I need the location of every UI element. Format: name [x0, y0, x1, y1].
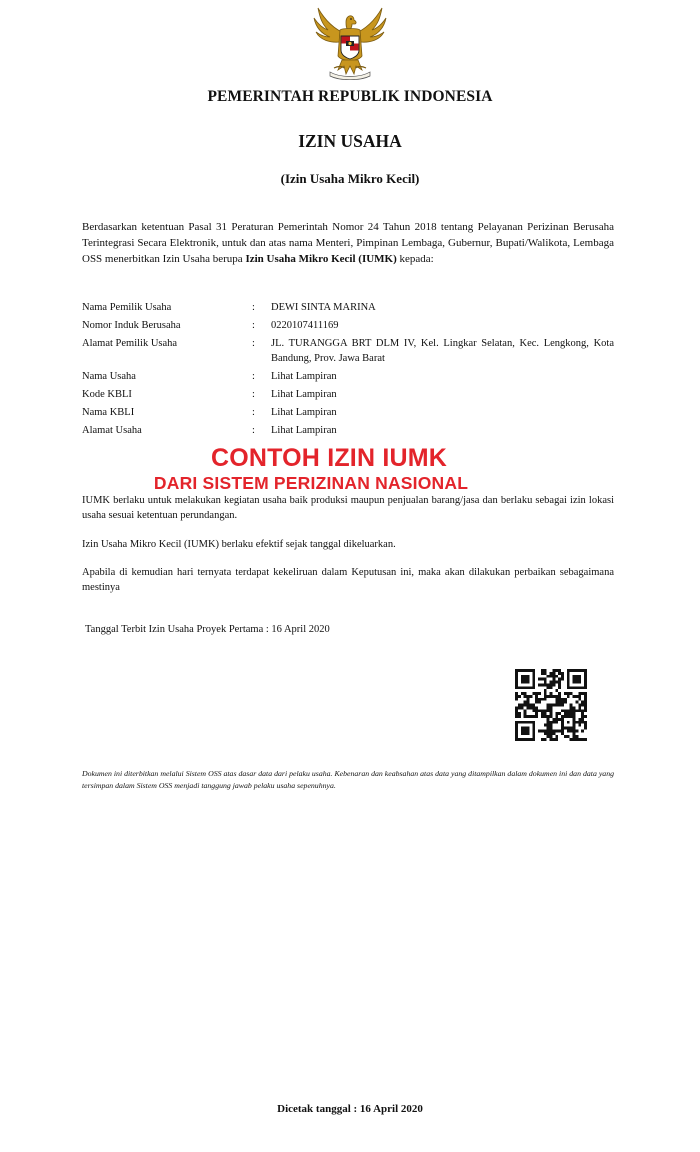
field-label: Kode KBLI — [82, 389, 132, 400]
field-row-business-address — [82, 423, 614, 438]
intro-paragraph — [82, 219, 614, 267]
field-colon: : — [252, 389, 255, 400]
field-label: Alamat Pemilik Usaha — [82, 338, 178, 349]
correction-paragraph: Apabila di kemudian hari ternyata terdapat kekeliruan dalam Keputusan ini, maka akan dilakukan perbaikan sebagaimana mestinya — [82, 567, 614, 593]
garuda-emblem-icon — [308, 4, 392, 80]
watermark-line-1: CONTOH IZIN IUMK — [210, 444, 448, 472]
field-value: 0220107411169 — [271, 320, 339, 331]
field-colon: : — [252, 320, 255, 331]
field-value: Lihat Lampiran — [271, 371, 337, 382]
qr-code-icon — [515, 669, 587, 741]
printed-date: Dicetak tanggal : 16 April 2020 — [277, 1103, 423, 1115]
watermark-line-2: DARI SISTEM PERIZINAN NASIONAL — [153, 473, 469, 493]
field-colon: : — [252, 302, 255, 313]
field-value: DEWI SINTA MARINA — [271, 302, 376, 313]
field-row-business-name — [82, 369, 614, 384]
issue-date: Tanggal Terbit Izin Usaha Proyek Pertama : 16 April 2020 — [85, 624, 330, 635]
disclaimer-note: Dokumen ini diterbitkan melalui Sistem OSS atas dasar data dari pelaku usaha. Kebenaran dan keabsahan atas data yang ditampilkan dalam dokumen ini dan data yang tersimpan dalam Sistem OSS menjadi tanggung jawab pelaku usaha sepenuhnya. — [82, 769, 614, 790]
field-row-kbli-name — [82, 405, 614, 420]
field-row-owner-address — [82, 336, 614, 366]
intro-bold-permit: Izin Usaha Mikro Kecil (IUMK) — [245, 253, 397, 265]
document-title: IZIN USAHA — [298, 131, 402, 151]
permit-details-table — [82, 300, 614, 441]
validity-paragraph: IUMK berlaku untuk melakukan kegiatan usaha baik produksi maupun penjualan barang/jasa dan berlaku sebagai izin lokasi usaha sesuai ketentuan perundangan. — [82, 495, 614, 521]
field-colon: : — [252, 371, 255, 382]
field-value: Lihat Lampiran — [271, 389, 337, 400]
field-colon: : — [252, 425, 255, 436]
intro-text: Berdasarkan ketentuan Pasal 31 Peraturan Pemerintah Nomor 24 Tahun 2018 tentang Pelayanan Perizinan Berusaha Terintegrasi Secara Elektronik, untuk dan atas nama Menteri, Pimpinan Lembaga, Gubernur, Bupati/Walikota, Lembaga OSS menerbitkan Izin Usaha berupa — [82, 221, 614, 265]
field-row-owner-name — [82, 300, 614, 315]
field-value: JL. TURANGGA BRT DLM IV, Kel. Lingkar Selatan, Kec. Lengkong, Kota Bandung, Prov. Jawa Barat — [271, 338, 614, 364]
field-colon: : — [252, 338, 255, 349]
field-label: Alamat Usaha — [82, 425, 142, 436]
intro-tail: kepada: — [396, 253, 434, 265]
field-value: Lihat Lampiran — [271, 425, 337, 436]
effective-paragraph: Izin Usaha Mikro Kecil (IUMK) berlaku efektif sejak tanggal dikeluarkan. — [82, 539, 396, 550]
field-row-kbli-code — [82, 387, 614, 402]
document-subtitle: (Izin Usaha Mikro Kecil) — [280, 171, 420, 186]
field-colon: : — [252, 407, 255, 418]
government-heading: PEMERINTAH REPUBLIK INDONESIA — [207, 88, 493, 105]
field-label: Nama KBLI — [82, 407, 135, 418]
field-value: Lihat Lampiran — [271, 407, 337, 418]
field-label: Nama Usaha — [82, 371, 136, 382]
field-label: Nomor Induk Berusaha — [82, 320, 181, 331]
field-row-nib — [82, 318, 614, 333]
field-label: Nama Pemilik Usaha — [82, 302, 172, 313]
